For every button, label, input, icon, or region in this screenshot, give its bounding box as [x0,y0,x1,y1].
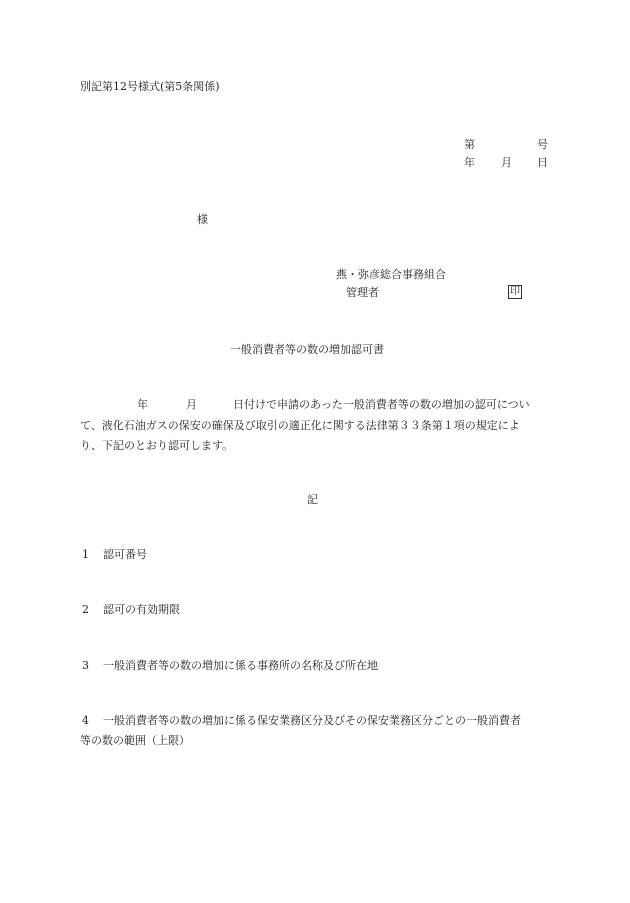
body-line-3: り、下記のとおり認可します。 [80,439,234,452]
item-text-continued: 等の数の範囲（上限） [80,734,190,747]
item-number: 4 [82,714,89,727]
body-month: 月 [186,398,197,411]
item-text: 認可の有効期限 [103,603,180,616]
item-number: 2 [82,603,89,616]
addressee-suffix: 様 [197,213,208,226]
issuer-title: 管理者 [346,286,379,299]
date-day: 日 [537,156,548,169]
document-title: 一般消費者等の数の増加認可書 [230,343,384,356]
form-label: 別記第12号様式(第5条関係) [80,80,220,93]
item-number: 1 [82,548,89,561]
date-month: 月 [501,156,512,169]
body-line-2: て、液化石油ガスの保安の確保及び取引の適正化に関する法律第３３条第１項の規定によ [80,419,520,432]
issuer-organization: 燕・弥彦総合事務組合 [336,268,446,281]
date-year: 年 [464,156,475,169]
item-text: 認可番号 [103,548,147,561]
ki-heading: 記 [307,493,318,506]
body-year: 年 [137,398,148,411]
number-suffix: 号 [537,138,548,151]
item-text: 一般消費者等の数の増加に係る事務所の名称及び所在地 [103,659,378,672]
body-line-1: 日付けで申請のあった一般消費者等の数の増加の認可につい [233,398,530,411]
seal-mark: 印 [510,286,520,297]
item-number: 3 [82,659,89,672]
item-text: 一般消費者等の数の増加に係る保安業務区分及びその保安業務区分ごとの一般消費者 [103,714,521,727]
number-prefix: 第 [464,138,475,151]
